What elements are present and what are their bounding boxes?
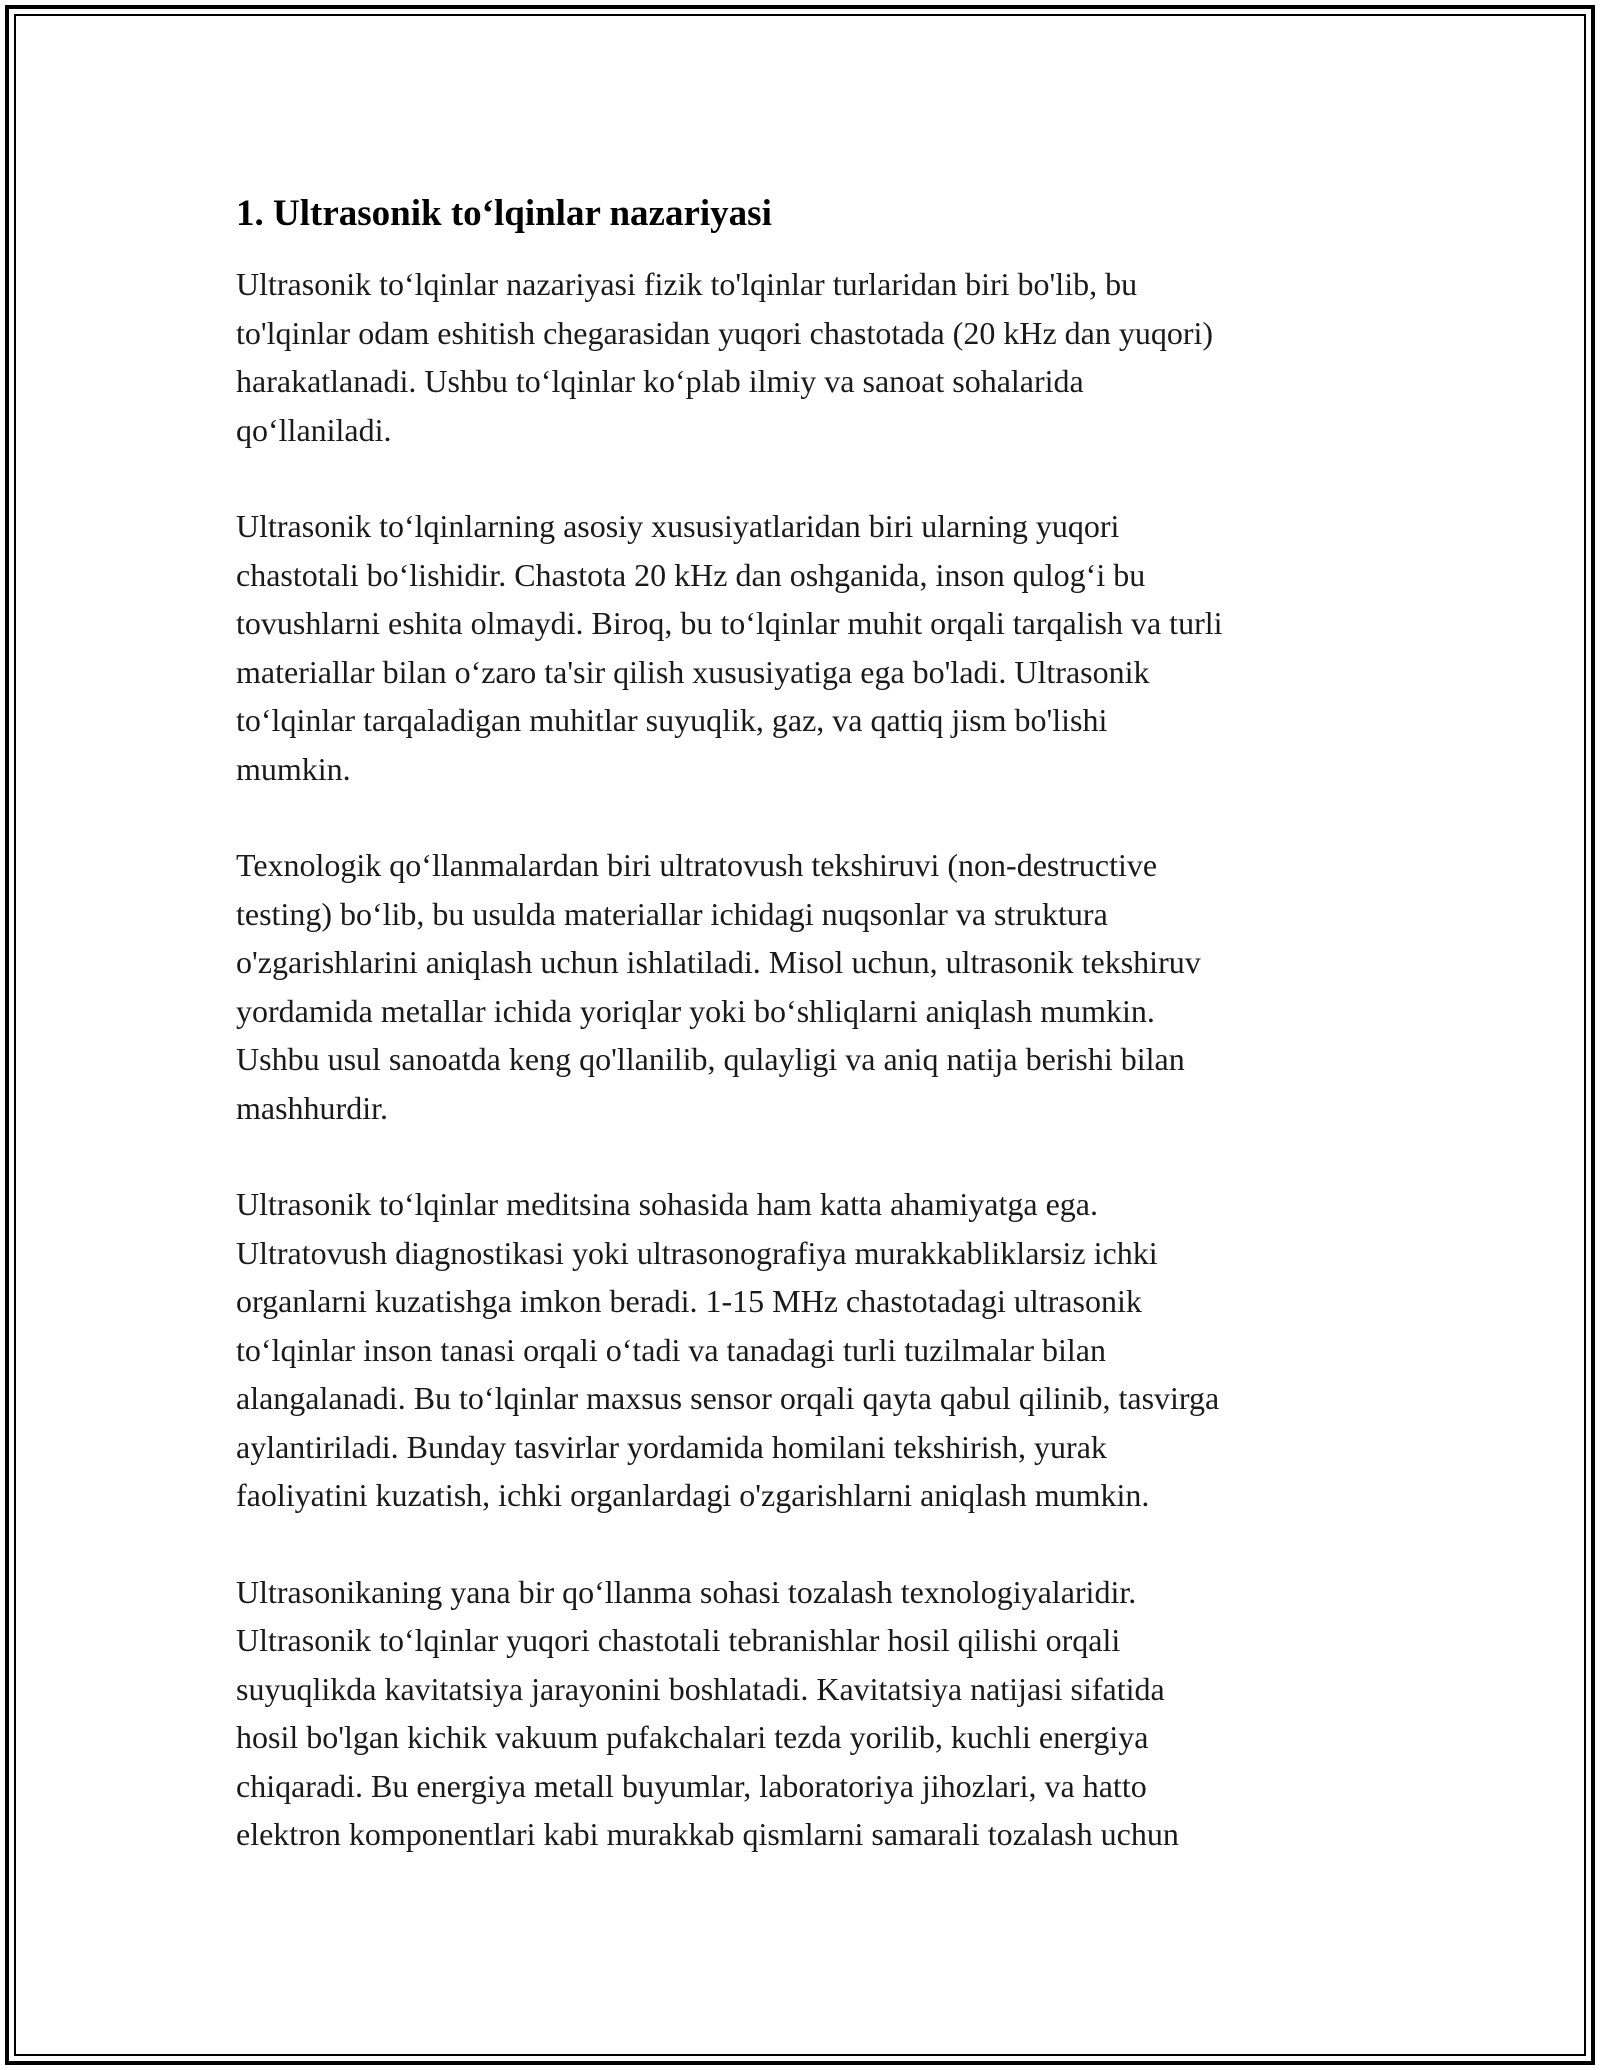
paragraph-high-frequency: Ultrasonik to‘lqinlarning asosiy xususiyatlaridan biri ularning yuqori chastotali bo‘lishidir. Chastota 20 kHz dan oshganida, inson qulog‘i bu tovushlarni eshita olmaydi. Biroq, bu to‘lqinlar muhit orqali tarqalish va turli materiallar bilan o‘zaro ta'sir qilish xususiyatiga ega bo'ladi. Ultrasonik to‘lqinlar tarqaladigan muhitlar suyuqlik, gaz, va qattiq jism bo'lishi mumkin. [236, 508, 1223, 787]
section-heading: 1. Ultrasonik to‘lqinlar nazariyasi [236, 193, 772, 234]
paragraph-medicine: Ultrasonik to‘lqinlar meditsina sohasida ham katta ahamiyatga ega. Ultratovush diagnostikasi yoki ultrasonografiya murakkabliklarsiz ichki organlarni kuzatishga imkon beradi. 1-15 MHz chastotadagi ultrasonik to‘lqinlar inson tanasi orqali o‘tadi va tanadagi turli tuzilmalar bilan alangalanadi. Bu to‘lqinlar maxsus sensor orqali qayta qabul qilinib, tasvirga aylantiriladi. Bunday tasvirlar yordamida homilani tekshirish, yurak faoliyatini kuzatish, ichki organlardagi o'zgarishlarni aniqlash mumkin. [236, 1186, 1220, 1513]
paragraph-ndt-testing: Texnologik qo‘llanmalardan biri ultratovush tekshiruvi (non-destructive testing) bo‘lib, bu usulda materiallar ichidagi nuqsonlar va struktura o'zgarishlarini aniqlash uchun ishlatiladi. Misol uchun, ultrasonik tekshiruv yordamida metallar ichida yoriqlar yoki bo‘shliqlarni aniqlash mumkin. Ushbu usul sanoatda keng qo'llanilib, qulayligi va aniq natija berishi bilan mashhurdir. [236, 847, 1201, 1126]
document-body [236, 190, 1386, 1859]
paragraph-theory-intro: Ultrasonik to‘lqinlar nazariyasi fizik to'lqinlar turlaridan biri bo'lib, bu to'lqinlar odam eshitish chegarasidan yuqori chastotada (20 kHz dan yuqori) harakatlanadi. Ushbu to‘lqinlar ko‘plab ilmiy va sanoat sohalarida qo‘llaniladi. [236, 266, 1214, 448]
paragraph-cleaning: Ultrasonikaning yana bir qo‘llanma sohasi tozalash texnologiyalaridir. Ultrasonik to‘lqinlar yuqori chastotali tebranishlar hosil qilishi orqali suyuqlikda kavitatsiya jarayonini boshlatadi. Kavitatsiya natijasi sifatida hosil bo'lgan kichik vakuum pufakchalari tezda yorilib, kuchli energiya chiqaradi. Bu energiya metall buyumlar, laboratoriya jihozlari, va hatto elektron komponentlari kabi murakkab qismlarni samarali tozalash uchun [236, 1573, 1179, 1852]
